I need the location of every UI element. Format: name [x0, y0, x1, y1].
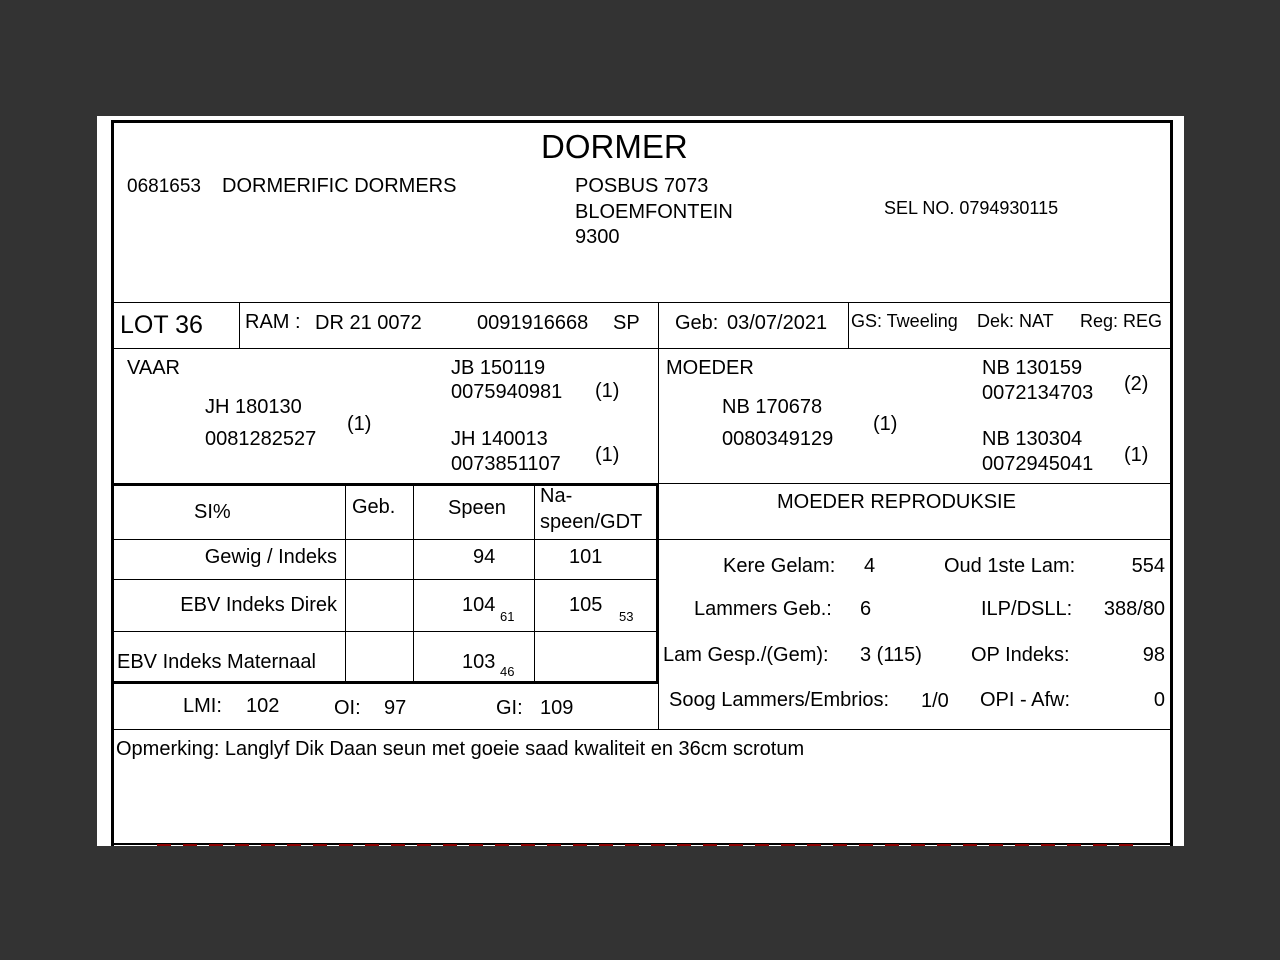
address-line-2: BLOEMFONTEIN	[575, 201, 733, 223]
gi-value: 109	[540, 697, 574, 719]
row-direct-naspeen-accuracy: 53	[619, 609, 634, 624]
birth-status: GS: Tweeling	[851, 311, 958, 331]
sire-dam-id: JH 140013	[451, 428, 548, 450]
lot-number: LOT 36	[120, 311, 203, 339]
birth-label: Geb:	[675, 312, 719, 334]
lammers-label: Lammers Geb.:	[694, 598, 832, 620]
sale-catalogue-card	[97, 116, 1184, 846]
repro-title: MOEDER REPRODUKSIE	[777, 491, 1016, 513]
sire-sire-mark: (1)	[595, 380, 620, 402]
sire-label: VAAR	[127, 357, 180, 379]
oi-value: 97	[384, 697, 407, 719]
perf-col-speen	[413, 485, 414, 682]
row-direct-speen: 104	[462, 594, 496, 616]
ilp-label: ILP/DSLL:	[981, 598, 1073, 620]
perf-col-naspeen	[534, 485, 535, 682]
sire-sire-id: JB 150119	[451, 357, 546, 379]
kere-label: Kere Gelam:	[723, 555, 836, 577]
row-maternal-speen-accuracy: 46	[500, 664, 515, 679]
geb-divider	[848, 302, 849, 348]
oud-label: Oud 1ste Lam:	[944, 555, 1076, 577]
dam-id: NB 170678	[722, 396, 823, 418]
row-weight-label: Gewig / Indeks	[204, 546, 337, 568]
oud-value: 554	[1131, 555, 1165, 577]
sel-number: SEL NO. 0794930115	[884, 198, 1059, 218]
soog-value: 1/0	[921, 690, 949, 712]
birth-date: 03/07/2021	[727, 312, 828, 334]
sire-dam-mark: (1)	[595, 444, 620, 466]
sire-id: JH 180130	[205, 396, 302, 418]
opi-label: OPI - Afw:	[980, 689, 1071, 711]
perf-bottom-line	[114, 681, 658, 684]
registration-status: Reg: REG	[1080, 311, 1163, 331]
breeder-name: DORMERIFIC DORMERS	[222, 175, 457, 197]
gesp-value: 3 (115)	[860, 644, 922, 666]
oi-label: OI:	[334, 697, 361, 719]
kere-value: 4	[864, 555, 876, 577]
soog-label: Soog Lammers/Embrios:	[669, 689, 890, 711]
lot-row-top-line	[114, 302, 1172, 303]
sire-sire-number: 0075940981	[451, 381, 563, 403]
dam-label: MOEDER	[666, 357, 754, 379]
indices-bottom-line	[114, 729, 1172, 730]
ilp-value: 388/80	[1103, 598, 1165, 620]
ram-code: SP	[613, 312, 640, 334]
lot-row-bottom-line	[114, 348, 1172, 349]
perf-top-line	[114, 484, 658, 486]
perf-row2-line	[114, 631, 658, 632]
naspeen-header-2: speen/GDT	[540, 511, 643, 533]
dam-sire-number: 0072134703	[982, 382, 1094, 404]
breed-title: DORMER	[541, 128, 688, 165]
opi-value: 0	[1153, 689, 1165, 711]
si-header: SI%	[194, 501, 231, 523]
sire-dam-number: 0073851107	[451, 453, 561, 475]
lmi-label: LMI:	[183, 695, 222, 717]
remark: Opmerking: Langlyf Dik Daan seun met goeie saad kwaliteit en 36cm scrotum	[116, 738, 805, 760]
row-direct-speen-accuracy: 61	[500, 609, 515, 624]
dam-number: 0080349129	[722, 428, 834, 450]
naspeen-header-1: Na-	[540, 485, 573, 507]
gi-label: GI:	[496, 697, 523, 719]
sire-mark: (1)	[347, 413, 372, 435]
dam-dam-number: 0072945041	[982, 453, 1094, 475]
lmi-value: 102	[246, 695, 280, 717]
repro-divider	[658, 484, 659, 729]
breeder-number: 0681653	[127, 176, 201, 197]
geb-header: Geb.	[352, 496, 396, 518]
row-maternal-label: EBV Indeks Maternaal	[117, 651, 316, 673]
bleed-strip	[157, 844, 1137, 846]
lot-divider	[239, 302, 240, 348]
frame-top	[111, 120, 1173, 123]
row-weight-naspeen: 101	[569, 546, 603, 568]
speen-header: Speen	[448, 497, 506, 519]
sire-number: 0081282527	[205, 428, 317, 450]
pedigree-divider	[658, 348, 659, 484]
op-label: OP Indeks:	[971, 644, 1070, 666]
perf-row1-line	[114, 579, 658, 580]
dam-sire-mark: (2)	[1124, 373, 1149, 395]
row-direct-naspeen: 105	[569, 594, 603, 616]
perf-col-geb	[345, 485, 346, 682]
dam-mark: (1)	[873, 413, 898, 435]
dam-sire-id: NB 130159	[982, 357, 1083, 379]
row-direct-label: EBV Indeks Direk	[180, 594, 337, 616]
ram-registration: 0091916668	[477, 312, 589, 334]
ram-id: DR 21 0072	[315, 312, 422, 334]
mating-type: Dek: NAT	[977, 311, 1054, 331]
dam-dam-mark: (1)	[1124, 444, 1149, 466]
row-maternal-speen: 103	[462, 651, 496, 673]
op-value: 98	[1142, 644, 1165, 666]
gesp-label: Lam Gesp./(Gem):	[663, 644, 829, 666]
ram-divider	[658, 302, 659, 348]
address-line-1: POSBUS 7073	[575, 175, 709, 197]
lammers-value: 6	[860, 598, 872, 620]
dam-dam-id: NB 130304	[982, 428, 1083, 450]
perf-header-line	[114, 539, 1172, 540]
address-line-3: 9300	[575, 226, 620, 248]
ram-label: RAM :	[245, 311, 301, 333]
row-weight-speen: 94	[473, 546, 496, 568]
